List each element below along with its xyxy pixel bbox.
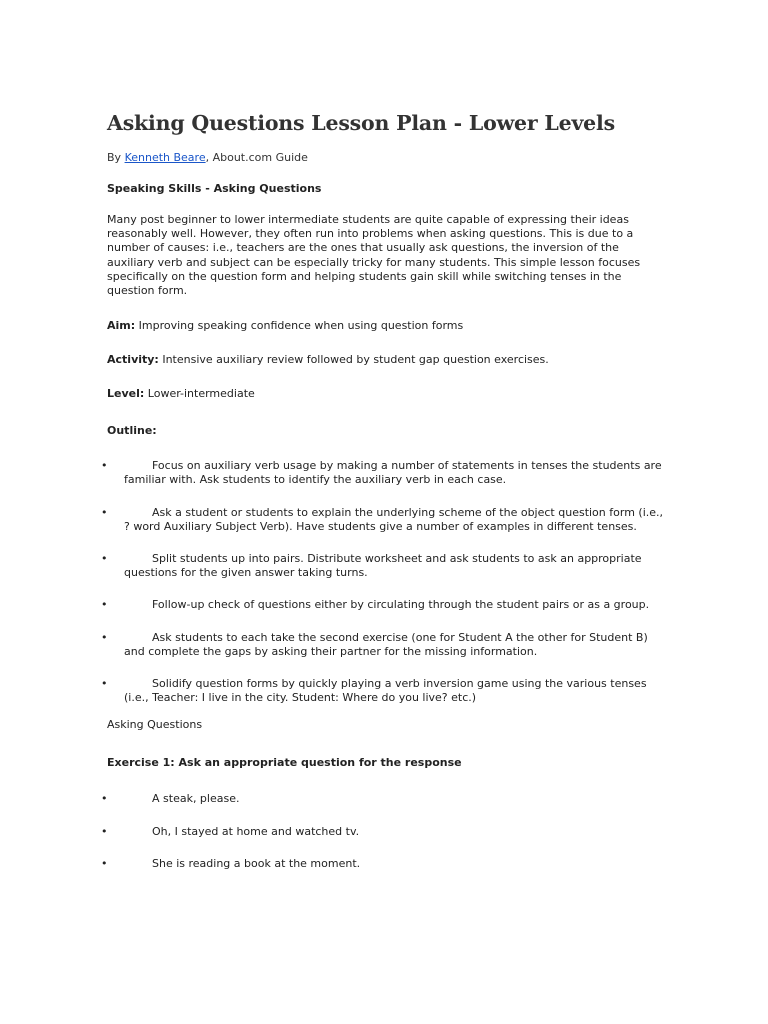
list-item-text: Oh, I stayed at home and watched tv. (152, 824, 360, 838)
byline-suffix: , About.com Guide (205, 151, 308, 164)
list-item (101, 630, 667, 659)
list-item-text: Follow-up check of questions either by circulating through the student pairs or as a group. (152, 598, 650, 612)
bullet-icon: • (101, 505, 108, 519)
list-item-text: Ask students to each take the second exercise (one for Student A the other for Student B) and complete the gaps by asking their partner for the missing information. (124, 630, 648, 658)
list-item-text: A steak, please. (152, 792, 240, 806)
bullet-icon: • (101, 459, 108, 473)
list-item-text: She is reading a book at the moment. (152, 856, 361, 870)
bullet-icon: • (101, 630, 108, 644)
list-item (101, 459, 667, 487)
list-item-text: Ask a student or students to explain the underlying scheme of the object question form (i.e., ? word Auxiliary Subject Verb). Have students give a number of examples in different tenses. (124, 505, 664, 533)
byline (107, 150, 667, 166)
section-label: Asking Questions (107, 718, 203, 732)
outline-label: Outline: (107, 424, 157, 438)
page-title: Asking Questions Lesson Plan - Lower Levels (107, 111, 615, 135)
activity-line (107, 352, 667, 368)
outline-list (101, 459, 667, 705)
list-item (101, 677, 667, 705)
aim-text: Improving speaking confidence when using question forms (135, 319, 464, 333)
level-text: Lower-intermediate (144, 387, 255, 401)
list-item (101, 856, 667, 871)
bullet-icon: • (101, 856, 108, 870)
activity-text: Intensive auxiliary review followed by student gap question exercises. (158, 353, 549, 367)
list-item (101, 824, 667, 839)
bullet-icon: • (101, 677, 108, 691)
level-line (107, 386, 667, 402)
activity-label: Activity: (107, 353, 159, 367)
bullet-icon: • (101, 552, 108, 566)
list-item (101, 792, 667, 806)
document-page (101, 108, 667, 871)
list-item (101, 552, 667, 580)
aim-line (107, 318, 667, 334)
author-link[interactable]: Kenneth Beare (124, 151, 206, 164)
list-item (101, 505, 667, 534)
exercise-list (101, 792, 667, 871)
bullet-icon: • (101, 824, 108, 838)
level-label: Level: (107, 387, 145, 401)
list-item (101, 598, 667, 612)
aim-label: Aim: (107, 319, 136, 333)
exercise-title: Exercise 1: Ask an appropriate question for the response (107, 756, 462, 770)
section-subhead: Speaking Skills - Asking Questions (107, 182, 322, 195)
list-item-text: Focus on auxiliary verb usage by making a number of statements in tenses the students are familiar with. Ask students to identify the auxiliary verb in each case. (124, 459, 662, 487)
byline-prefix: By (107, 151, 125, 164)
list-item-text: Solidify question forms by quickly playing a verb inversion game using the various tenses (i.e., Teacher: I live in the city. Student: Where do you live? etc.) (124, 677, 647, 705)
bullet-icon: • (101, 598, 108, 612)
intro-paragraph: Many post beginner to lower intermediate students are quite capable of expressing their ideas reasonably well. However, they often run into problems when asking questions. This is due to a number of causes: i.e., teachers are the ones that usually ask questions, the inversion of the auxiliary verb and subject can be especially tricky for many students. This simple lesson focuses specifically on the question form and helping students gain skill while switching tenses in the question form. (107, 213, 641, 298)
list-item-text: Split students up into pairs. Distribute worksheet and ask students to ask an appropriate questions for the given answer taking turns. (124, 552, 642, 580)
bullet-icon: • (101, 792, 108, 806)
